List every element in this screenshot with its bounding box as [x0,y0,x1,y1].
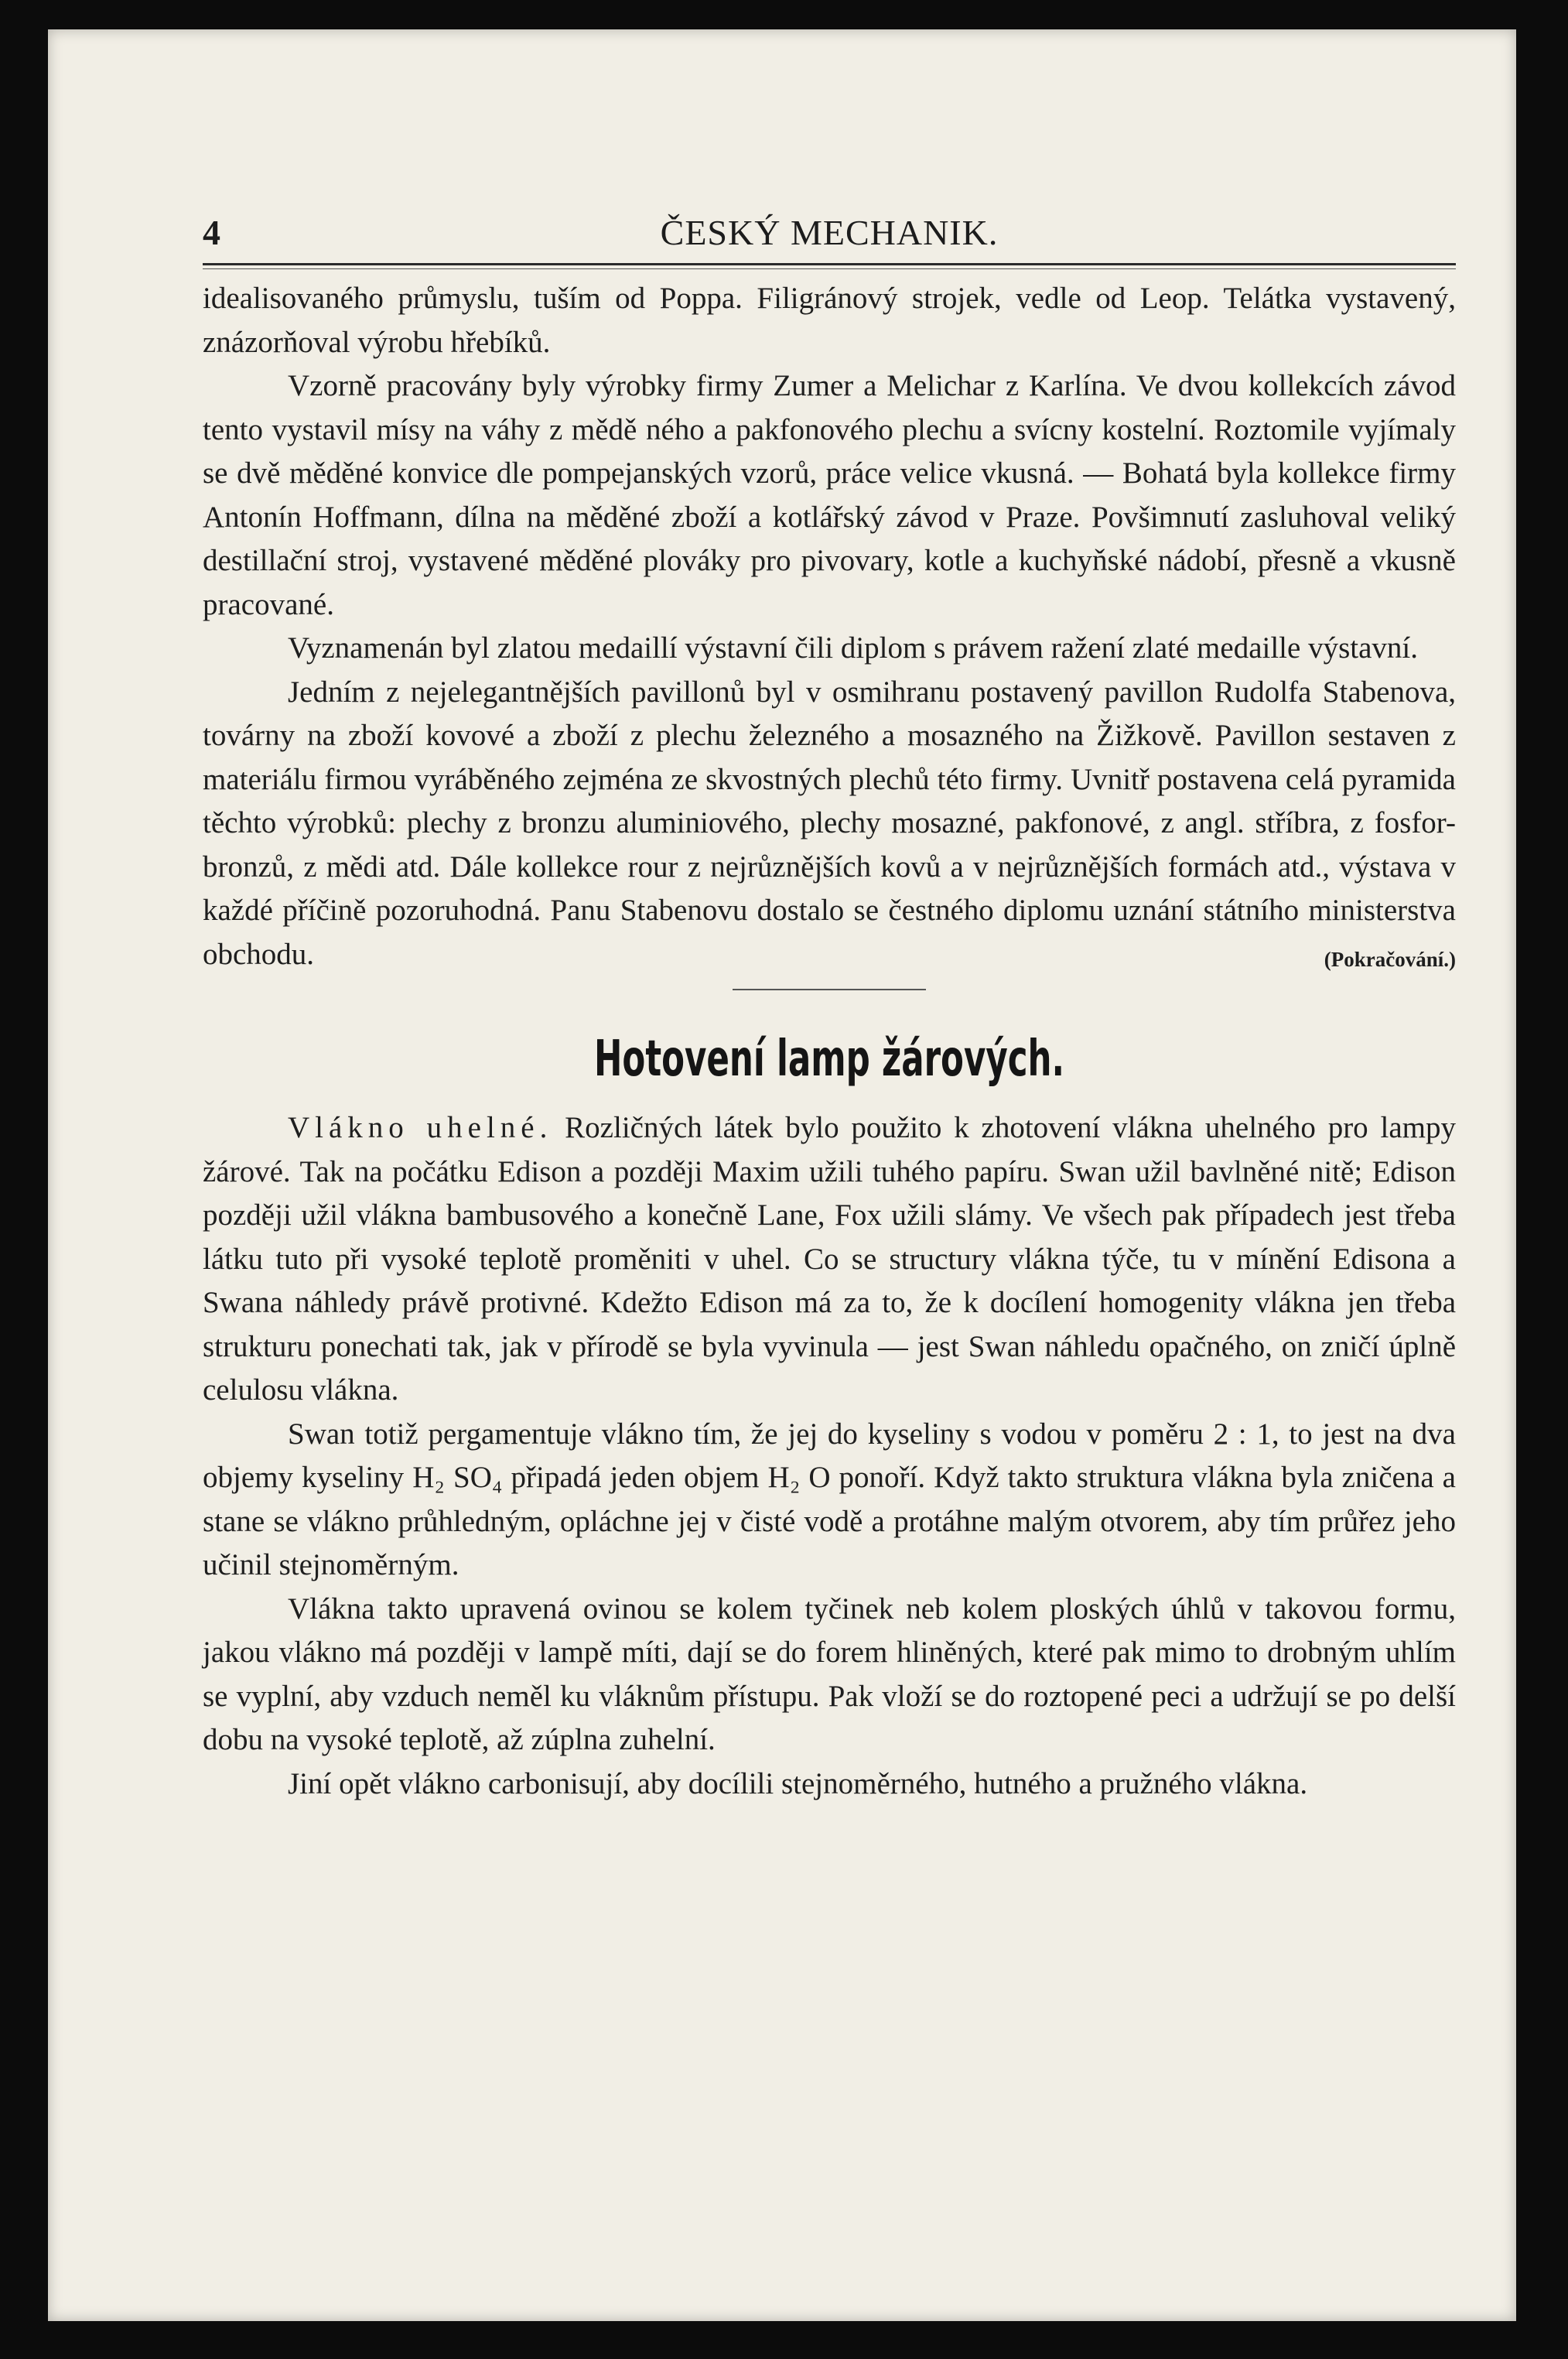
article-paragraph-2: Swan totiž pergamentuje vlákno tím, že jej do kyseliny s vodou v poměru 2 : 1, to jest na dva objemy kyseliny H₂ SO₄ připadá jeden objem H₂ O ponoří. Když takto struktura vlákna byla zničena a stane se vlákno průhledným, opláchne jej v čisté vodě a protáhne malým otvorem, aby tím průřez jeho učinil stejnoměrným. [203,1417,1456,1581]
header-rule-thick [203,263,1456,265]
section-separator [733,989,926,990]
article-paragraph-1: Vlákno uhelné. Rozličných látek bylo použito k zhotovení vlákna uhelného pro lampy žárové. Tak na počátku Edison a později Maxim užili tuhého papíru. Swan užil bavlněné nitě; Edison později užil vlákna bambusového a konečně Lane, Fox užili slámy. Ve všech pak případech jest třeba látku tuto při vysoké teplotě proměniti v uhel. Co se structury vlákna týče, tu v mínění Edisona a Swana náhledy právě protivné. Kdežto Edison má za to, že k docílení homogenity vlákna jen třeba strukturu ponechati tak, jak v přírodě se byla vyvinula — jest Swan náhledu opačného, on zničí úplně celulosu vlákna. [203,1111,1456,1407]
lead-spaced-text: Vlákno uhelné. [288,1111,553,1144]
paragraph-continued: idealisovaného průmyslu, tuším od Poppa. Filigránový strojek, vedle od Leop. Telátka vystavený, znázorňoval výrobu hřebíků. [203,282,1456,359]
paragraph-stabenov: Jedním z nejelegantnějších pavillonů byl v osmihranu postavený pavillon Rudolfa Stabenova, továrny na zboží kovové a zboží z plechu železného a mosazného na Žižkově. Pavillon sestaven z materiálu firmou vyráběného zejména ze skvostných plechů této firmy. Uvnitř postavena celá pyramida těchto výrobků: plechy z bronzu aluminiového, plechy mosazné, pakfonové, z angl. stříbra, z fosfor-bronzů, z mědi atd. Dále kollekce rour z nejrůznějších kovů a v nejrůznějších formách atd., výstava v každé příčině pozoruhodná. Panu Stabenovu dostalo se čestného diplomu uznání státního ministerstva obchodu. (Pokračování.) [203,671,1456,977]
page-number: 4 [203,213,220,252]
article-heading: Hotovení lamp žárových. [593,1031,1065,1088]
document-page [48,29,1516,2321]
running-header [203,204,1456,266]
header-rule-thin [203,268,1456,269]
paragraph-zumer-melichar: Vzorně pracovány byly výrobky firmy Zumer a Melichar z Karlína. Ve dvou kollekcích závod tento vystavil mísy na váhy z mědě ného a pakfonového plechu a svícny kostelní. Roztomile vyjímaly se dvě měděné konvice dle pompejanských vzorů, práce velice vkusná. — Bohatá byla kollekce firmy Antonín Hoffmann, dílna na měděné zboží a kotlářský závod v Praze. Povšimnutí zasluhoval veliký destillační stroj, vystavené měděné plováky pro pivovary, kotle a kuchyňské nádobí, přesně a vkusně pracované. [203,369,1456,621]
journal-title: ČESKÝ MECHANIK. [660,213,999,252]
continued-note: (Pokračování.) [1324,947,1456,971]
article-paragraph-3: Vlákna takto upravená ovinou se kolem tyčinek neb kolem ploských úhlů v takovou formu, jakou vlákno má později v lampě míti, dají se do forem hliněných, které pak mimo to drobným uhlím se vyplní, aby vzduch neměl ku vláknům přístupu. Pak vloží se do roztopené peci a udržují se po delší dobu na vysoké teplotě, až zúplna zuhelní. [203,1591,1456,1756]
paragraph-award: Vyznamenán byl zlatou medaillí výstavní čili diplom s právem ražení zlaté medaille výstavní. [288,631,1418,665]
page-body [203,277,1456,1806]
article-paragraph-4: Jiní opět vlákno carbonisují, aby docílili stejnoměrného, hutného a pružného vlákna. [288,1766,1308,1800]
